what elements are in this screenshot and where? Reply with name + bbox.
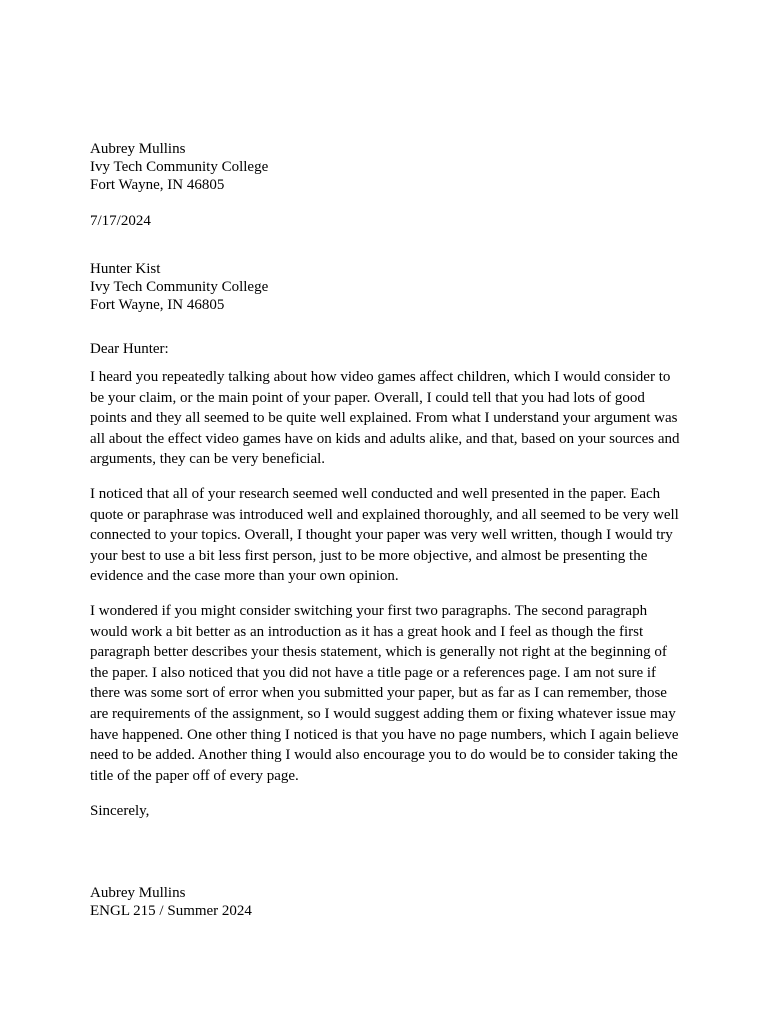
sender-name: Aubrey Mullins: [90, 141, 186, 157]
recipient-institution: Ivy Tech Community College: [90, 279, 269, 295]
sender-address: [90, 140, 685, 194]
signature-course: ENGL 215 / Summer 2024: [90, 903, 252, 920]
body-paragraph-3: I wondered if you might consider switching your first two paragraphs. The second paragraph would work a bit better as an introduction as it has a great hook and I feel as though the first paragraph better describes your thesis statement, which is generally not right at the beginning of the paper. I also noticed that you did not have a title page or a references page. I am not sure if there was some sort of error when you submitted your paper, but as far as I can remember, those are requirements of the assignment, so I would suggest adding them or fixing whatever issue may have happened. One other thing I noticed is that you have no page numbers, which I again believe need to be added. Another thing I would also encourage you to do would be to consider taking the title of the paper off of every page.: [90, 602, 679, 784]
recipient-name: Hunter Kist: [90, 261, 161, 277]
body-paragraph-1: I heard you repeatedly talking about how video games affect children, which I would consider to be your claim, or the main point of your paper. Overall, I could tell that you had lots of good points and they all seemed to be quite well explained. From what I understand your argument was all about the effect video games have on kids and adults alike, and that, based on your sources and arguments, they can be very beneficial.: [90, 369, 680, 468]
signature-name: Aubrey Mullins: [90, 885, 186, 902]
closing: Sincerely,: [90, 803, 150, 820]
salutation: Dear Hunter:: [90, 341, 169, 357]
letter-date: 7/17/2024: [90, 213, 151, 229]
recipient-address: [90, 260, 685, 314]
letter-body: [90, 367, 685, 786]
signature-block: [90, 884, 685, 920]
recipient-city-line: Fort Wayne, IN 46805: [90, 297, 225, 313]
letter-page: [90, 140, 685, 920]
sender-institution: Ivy Tech Community College: [90, 159, 269, 175]
body-paragraph-2: I noticed that all of your research seemed well conducted and well presented in the paper. Each quote or paraphrase was introduced well and explained thoroughly, and all seemed to be very well connected to your topics. Overall, I thought your paper was very well written, though I would try your best to use a bit less first person, just to be more objective, and almost be presenting the evidence and the case more than your own opinion.: [90, 485, 679, 585]
sender-city-line: Fort Wayne, IN 46805: [90, 177, 225, 193]
